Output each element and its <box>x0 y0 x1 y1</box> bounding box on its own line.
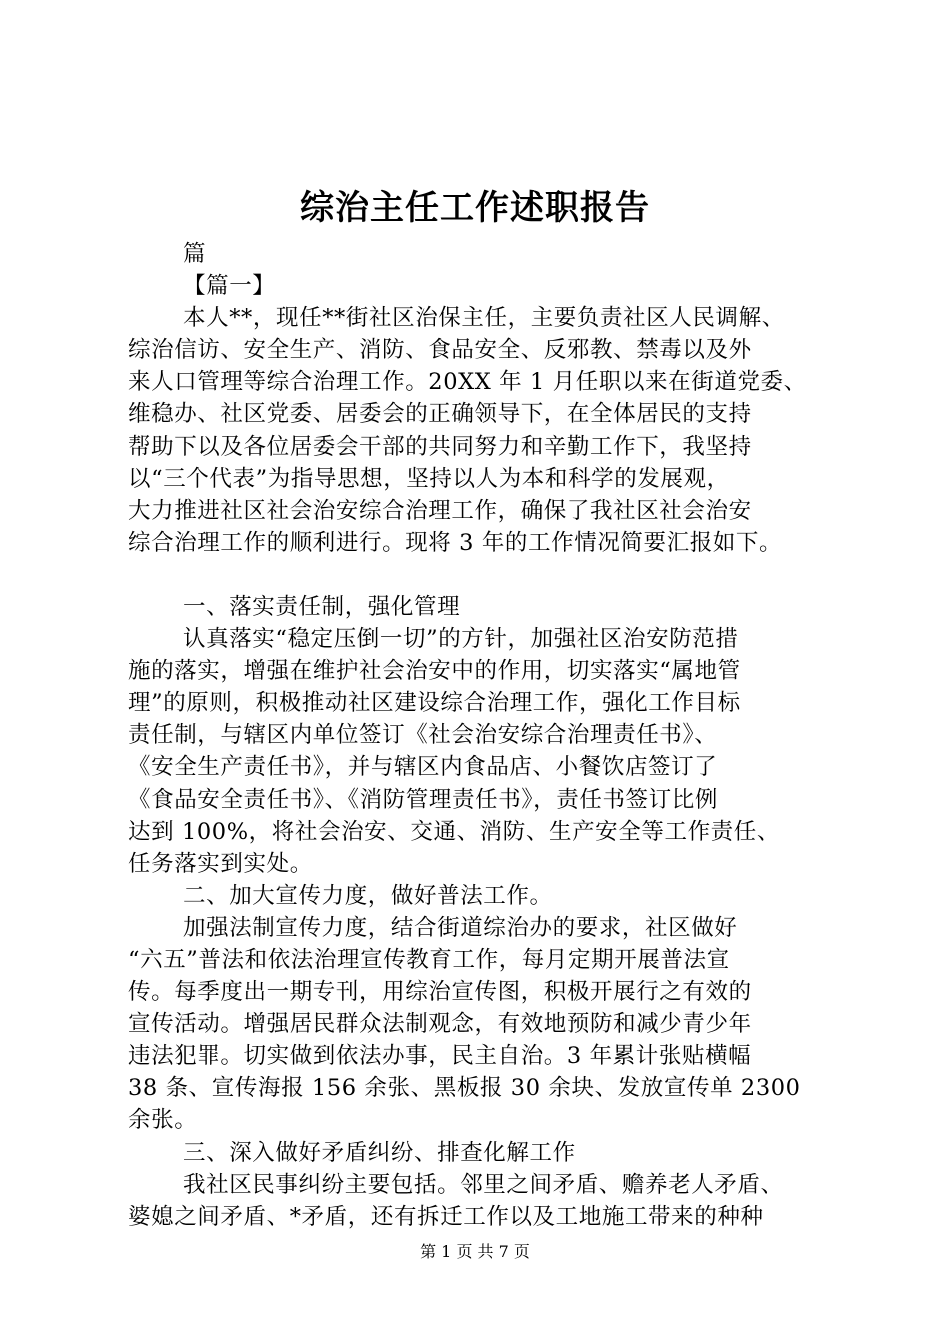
section-heading: 一、落实责任制，强化管理 <box>183 593 461 620</box>
body-line: 综合治理工作的顺利进行。现将 3 年的工作情况简要汇报如下。 <box>128 529 783 556</box>
body-line: 认真落实“稳定压倒一切”的方针，加强社区治安防范措 <box>183 626 739 653</box>
body-line: 大力推进社区社会治安综合治理工作，确保了我社区社会治安 <box>128 497 752 524</box>
section-heading: 二、加大宣传力度，做好普法工作。 <box>183 882 553 909</box>
page-footer: 第 1 页 共 7 页 <box>420 1242 530 1261</box>
body-line: 任务落实到实处。 <box>128 850 313 877</box>
body-line: 以“三个代表”为指导思想，坚持以人为本和科学的发展观， <box>128 465 730 492</box>
section-heading: 三、深入做好矛盾纠纷、排查化解工作 <box>183 1139 576 1166</box>
body-line: 我社区民事纠纷主要包括。邻里之间矛盾、赡养老人矛盾、 <box>183 1171 784 1198</box>
body-line: 宣传活动。增强居民群众法制观念，有效地预防和减少青少年 <box>128 1011 752 1038</box>
body-line: 《安全生产责任书》，并与辖区内食品店、小餐饮店签订了 <box>128 754 718 781</box>
body-line: 加强法制宣传力度，结合街道综治办的要求，社区做好 <box>183 914 738 941</box>
body-line: 理”的原则，积极推动社区建设综合治理工作，强化工作目标 <box>128 690 741 717</box>
body-line: 传。每季度出一期专刊，用综治宣传图，积极开展行之有效的 <box>128 979 752 1006</box>
blank-line <box>128 559 848 591</box>
body-line: 达到 100%，将社会治安、交通、消防、生产安全等工作责任、 <box>128 818 780 845</box>
body-line: 38 条、宣传海报 156 余张、黑板报 30 余块、发放宣传单 2300 <box>128 1075 801 1102</box>
document-body <box>128 238 848 1233</box>
body-line: 责任制，与辖区内单位签订《社会治安综合治理责任书》、 <box>128 722 718 749</box>
body-line: 施的落实，增强在维护社会治安中的作用，切实落实“属地管 <box>128 658 741 685</box>
body-line: 篇 <box>183 241 207 267</box>
body-line: 婆媳之间矛盾、*矛盾，还有拆迁工作以及工地施工带来的种种 <box>128 1203 764 1230</box>
document-title: 综治主任工作述职报告 <box>300 188 650 228</box>
body-line: 违法犯罪。切实做到依法办事，民主自治。3 年累计张贴横幅 <box>128 1043 752 1070</box>
body-line: 余张。 <box>128 1107 198 1134</box>
body-line: 帮助下以及各位居委会干部的共同努力和辛勤工作下，我坚持 <box>128 433 752 460</box>
body-line: 《食品安全责任书》、《消防管理责任书》，责任书签订比例 <box>128 786 718 813</box>
body-line: 本人**，现任**街社区治保主任，主要负责社区人民调解、 <box>183 305 785 332</box>
body-line: “六五”普法和依法治理宣传教育工作，每月定期开展普法宣 <box>128 946 730 973</box>
body-line: 综治信访、安全生产、消防、食品安全、反邪教、禁毒以及外 <box>128 337 752 364</box>
body-line: 维稳办、社区党委、居委会的正确领导下，在全体居民的支持 <box>128 401 752 428</box>
section-heading: 【篇一】 <box>183 273 276 300</box>
body-line: 来人口管理等综合治理工作。20XX 年 1 月任职以来在街道党委、 <box>128 369 807 396</box>
